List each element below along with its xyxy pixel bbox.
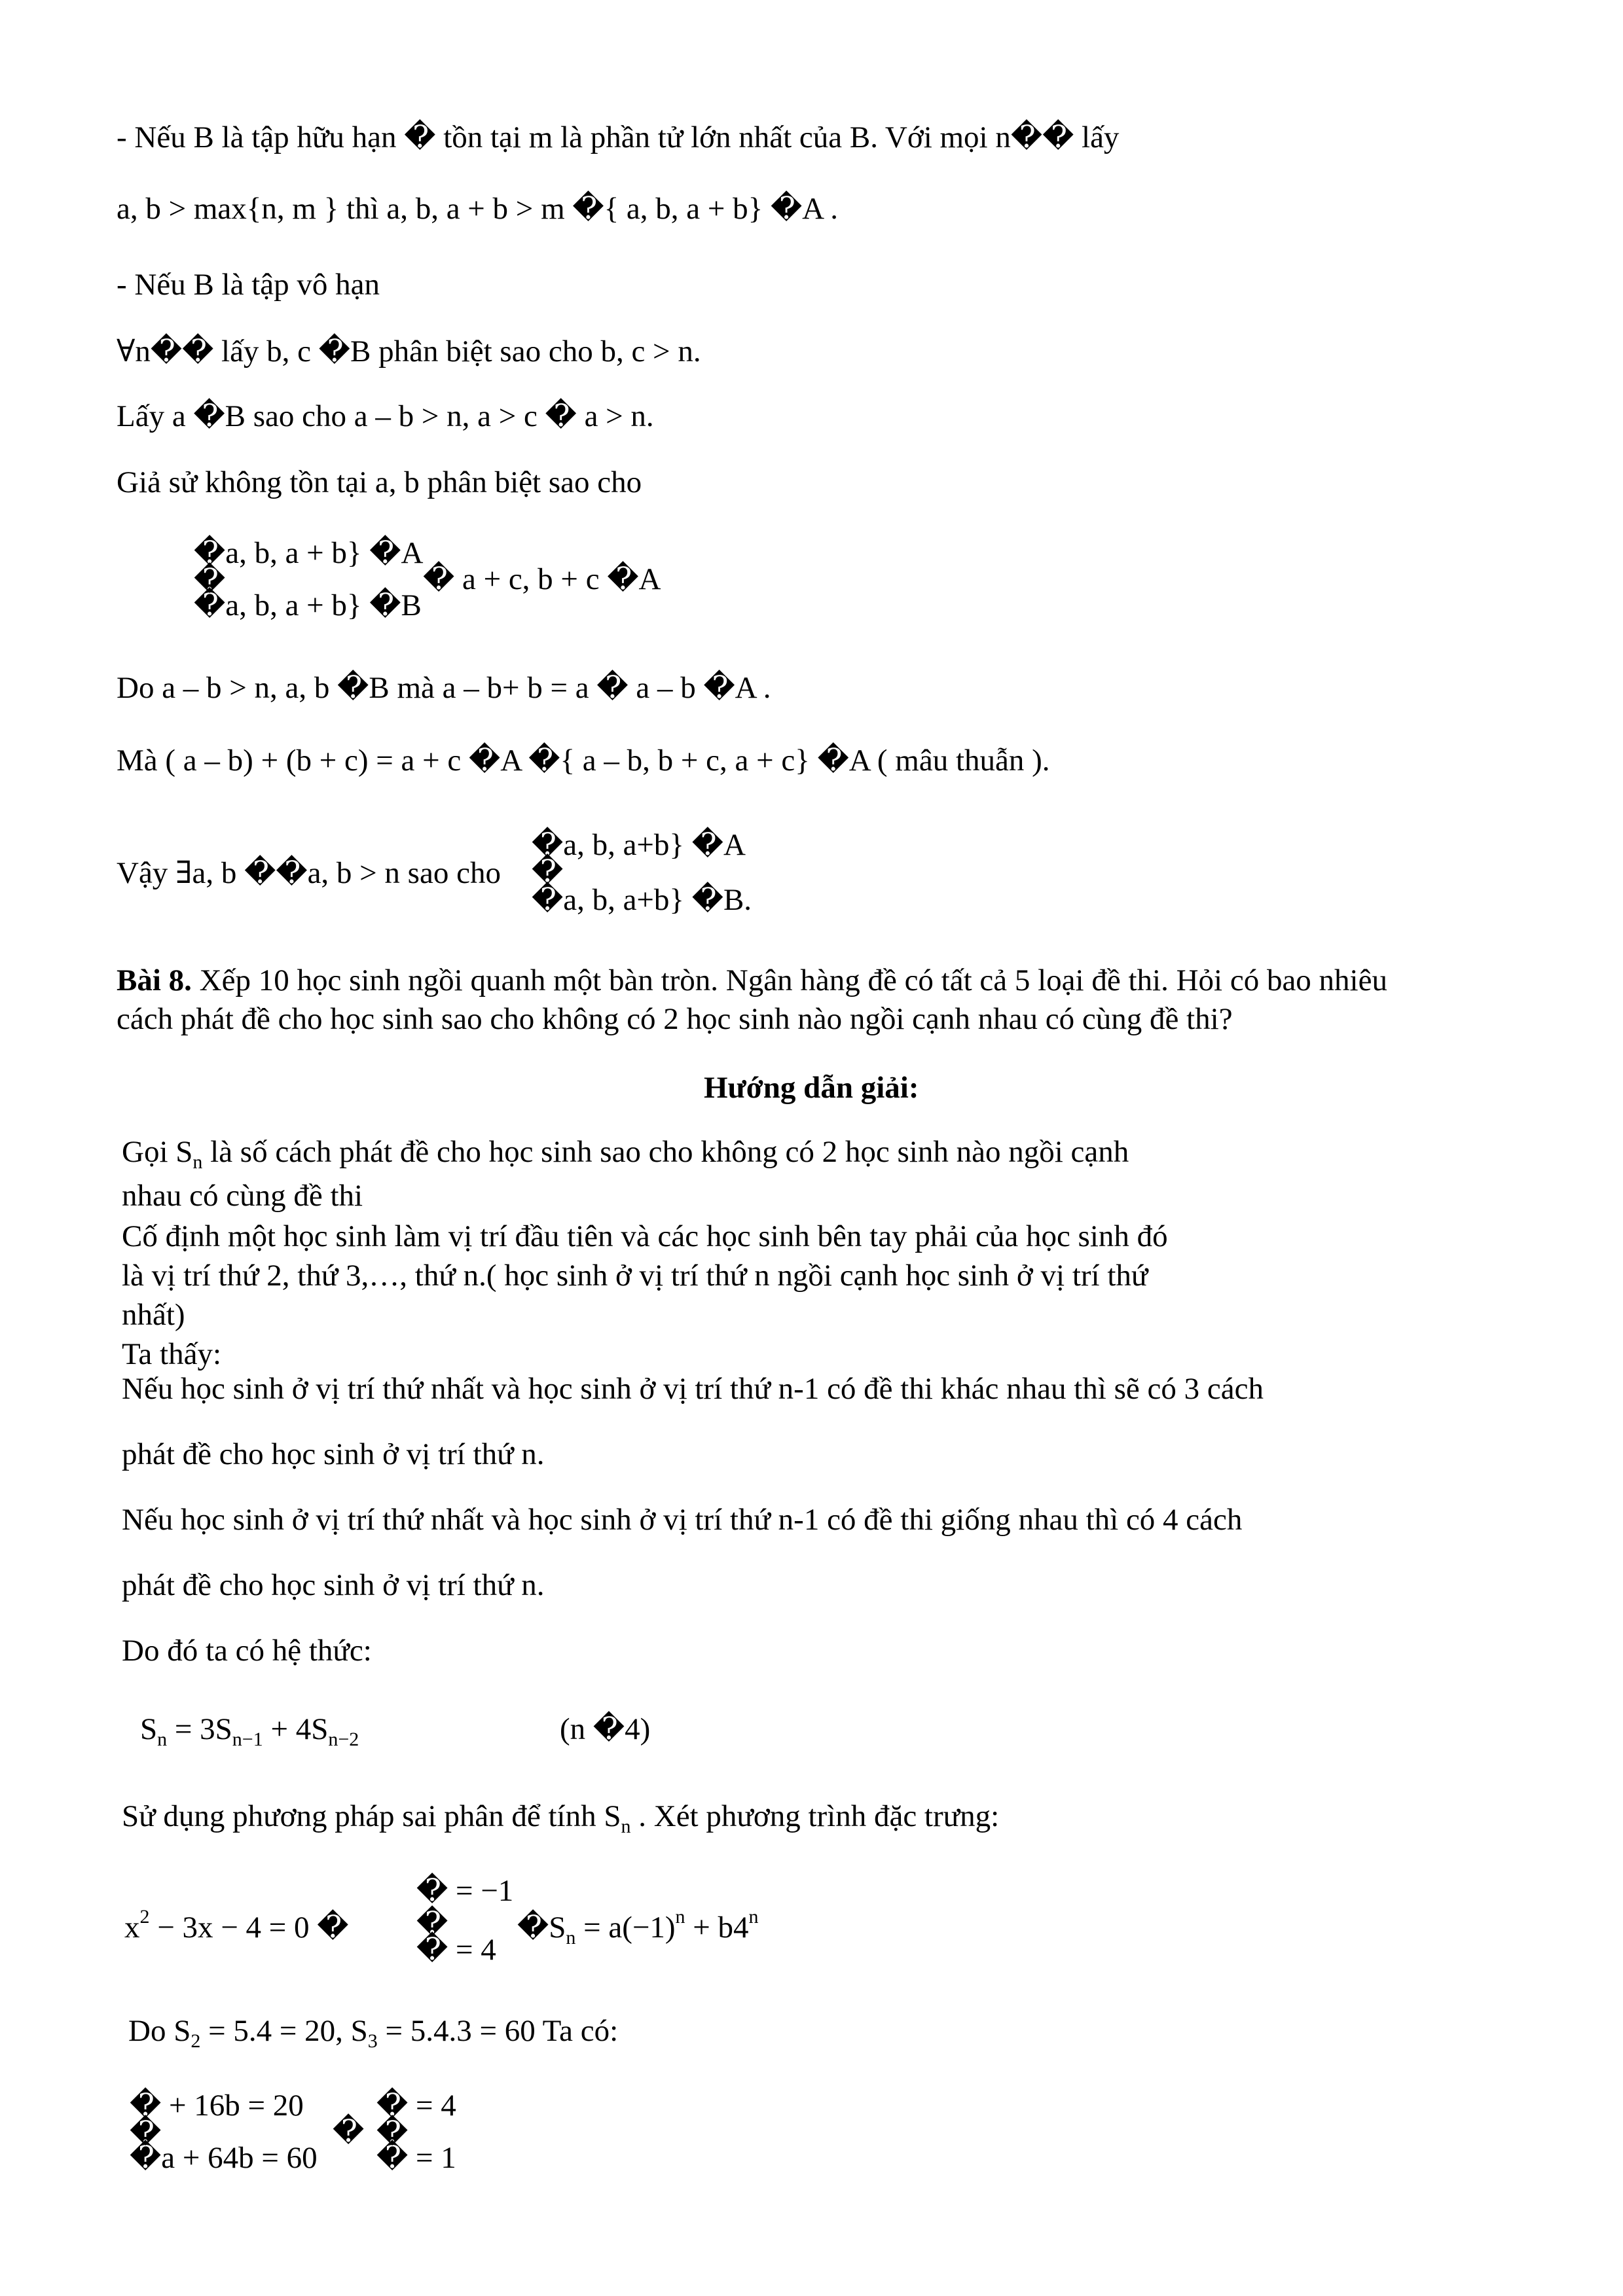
implies-glyph-icon: � (423, 562, 455, 596)
replacement-glyph-icon: � (404, 120, 436, 154)
line-infinite-b: - Nếu B là tập vô hạn (117, 268, 380, 302)
replacement-glyph-icon: � (337, 671, 369, 705)
conclusion-system-row-2: �a, b, a+b} �B. (532, 883, 752, 917)
replacement-glyph-icon: �� (1010, 120, 1074, 154)
system-2-solution-row-2: � = 1 (376, 2141, 456, 2175)
line-assume: Giả sử không tồn tại a, b phân biệt sao cho (117, 465, 642, 499)
line-max: a, b > max{n, m } thì a, b, a + b > m �{ a, b, a + b} �A . (117, 192, 838, 226)
guide-line-10: phát đề cho học sinh ở vị trí thứ n. (122, 1568, 545, 1602)
recurrence-condition: (n �4) (560, 1712, 651, 1746)
brace-glyph-icon: � (194, 588, 226, 622)
line-finite-b: - Nếu B là tập hữu hạn � tồn tại m là phần tử lớn nhất của B. Với mọi n�� lấy (117, 120, 1120, 154)
root-2: � = 4 (416, 1933, 496, 1967)
guide-line-9: Nếu học sinh ở vị trí thứ nhất và học sinh ở vị trí thứ n-1 có đề thi giống nhau thì có 4 cách (122, 1503, 1243, 1537)
conclusion-system-row-1: �a, b, a+b} �A (532, 828, 746, 862)
brace-glyph-icon: � (130, 2116, 162, 2150)
guide-line-12: Sử dụng phương pháp sai phân để tính $S_n$ . Xét phương trình đặc trưng: (122, 1799, 1000, 1837)
line-contradiction: Mà ( a – b) + (b + c) = a + c �A �{ a – b, b + c, a + c} �A ( mâu thuẫn ). (117, 744, 1050, 778)
brace-glyph-icon: � (532, 855, 564, 889)
replacement-glyph-icon: �� (244, 856, 308, 890)
line-forall: ∀n�� lấy b, c �B phân biệt sao cho b, c > n. (117, 334, 701, 368)
guide-line-6: Ta thấy: (122, 1337, 222, 1371)
system-2-solution-row-1: � = 4 (376, 2089, 456, 2123)
replacement-glyph-icon: � (545, 399, 577, 433)
brace-glyph-icon: � (130, 2141, 162, 2175)
guide-line-3: Cố định một học sinh làm vị trí đầu tiên và các học sinh bên tay phải của học sinh đó (122, 1219, 1168, 1253)
replacement-glyph-icon: � (593, 1712, 625, 1746)
replacement-glyph-icon: � (817, 744, 849, 778)
line-take-a: Lấy a �B sao cho a – b > n, a > c � a > n. (117, 399, 654, 433)
recurrence-formula: $S_n = 3S_{n-1} + 4S_{n-2}$ (140, 1712, 359, 1750)
problem-8-line-2: cách phát đề cho học sinh sao cho không có 2 học sinh nào ngồi cạnh nhau có cùng đề thi? (117, 1002, 1233, 1036)
general-solution: $�S_n = a(-1)^n + b4^n$ (517, 1906, 759, 1948)
guide-line-5: nhất) (122, 1298, 185, 1332)
implies-glyph-icon: � (517, 1910, 549, 1945)
replacement-glyph-icon: � (369, 536, 401, 570)
brace-glyph-icon: � (194, 536, 226, 570)
line-conclusion: Vậy ∃a, b ��a, b > n sao cho (117, 856, 501, 890)
root-1: � = −1 (416, 1874, 514, 1908)
brace-glyph-icon: � (376, 2089, 409, 2123)
guide-line-4: là vị trí thứ 2, thứ 3,…, thứ n.( học sinh ở vị trí thứ n ngồi cạnh học sinh ở vị trí thứ (122, 1259, 1148, 1293)
initial-values: Do $S_2 = 5.4 = 20$, $S_3 = 5.4.3 = 60$ Ta có: (128, 2014, 619, 2052)
replacement-glyph-icon: � (691, 883, 723, 917)
guide-line-2: nhau có cùng đề thi (122, 1179, 363, 1213)
replacement-glyph-icon: � (607, 562, 639, 596)
replacement-glyph-icon: �� (150, 334, 214, 368)
brace-glyph-icon: � (416, 1907, 448, 1941)
brace-glyph-icon: � (532, 883, 564, 917)
guide-line-7: Nếu học sinh ở vị trí thứ nhất và học sinh ở vị trí thứ n-1 có đề thi khác nhau thì sẽ có 3 cách (122, 1372, 1264, 1406)
system-1-consequence: � a + c, b + c �A (423, 562, 661, 596)
replacement-glyph-icon: � (528, 744, 560, 778)
replacement-glyph-icon: � (572, 192, 604, 226)
problem-8-line-1: Bài 8. Xếp 10 học sinh ngồi quanh một bàn tròn. Ngân hàng đề có tất cả 5 loại đề thi. Hỏi có bao nhiêu (117, 963, 1387, 997)
system-2-implies (333, 2114, 364, 2149)
replacement-glyph-icon: � (596, 671, 629, 705)
guide-line-11: Do đó ta có hệ thức: (122, 1634, 372, 1668)
characteristic-equation: $x^2 - 3x - 4 = 0$ � (124, 1906, 349, 1945)
brace-glyph-icon: � (376, 2141, 409, 2175)
brace-glyph-icon: � (130, 2089, 162, 2123)
replacement-glyph-icon: � (770, 192, 803, 226)
replacement-glyph-icon: � (318, 334, 350, 368)
guide-line-1: Gọi $S_n$ là số cách phát đề cho học sinh sao cho không có 2 học sinh nào ngồi cạnh (122, 1135, 1129, 1173)
system-1-row-1: �a, b, a + b} �A (194, 536, 424, 570)
guide-line-8: phát đề cho học sinh ở vị trí thứ n. (122, 1437, 545, 1471)
replacement-glyph-icon: � (468, 744, 501, 778)
replacement-glyph-icon: � (703, 671, 735, 705)
problem-label: Bài 8. (117, 963, 192, 997)
implies-glyph-icon: � (333, 2115, 365, 2149)
brace-glyph-icon: � (376, 2116, 409, 2150)
brace-glyph-icon: � (416, 1933, 448, 1967)
brace-glyph-icon: � (194, 564, 226, 598)
replacement-glyph-icon: � (691, 828, 723, 862)
brace-glyph-icon: � (416, 1874, 448, 1908)
line-do-a-b: Do a – b > n, a, b �B mà a – b+ b = a � a – b �A . (117, 671, 771, 705)
replacement-glyph-icon: � (193, 399, 225, 433)
system-2-row-1: � + 16b = 20 (130, 2089, 304, 2123)
solution-heading: Hướng dẫn giải: (704, 1071, 919, 1105)
brace-glyph-icon: � (532, 828, 564, 862)
system-2-row-2: �a + 64b = 60 (130, 2141, 318, 2175)
replacement-glyph-icon: � (369, 588, 401, 622)
implies-glyph-icon: � (317, 1910, 349, 1945)
system-1-row-2: �a, b, a + b} �B (194, 588, 422, 622)
